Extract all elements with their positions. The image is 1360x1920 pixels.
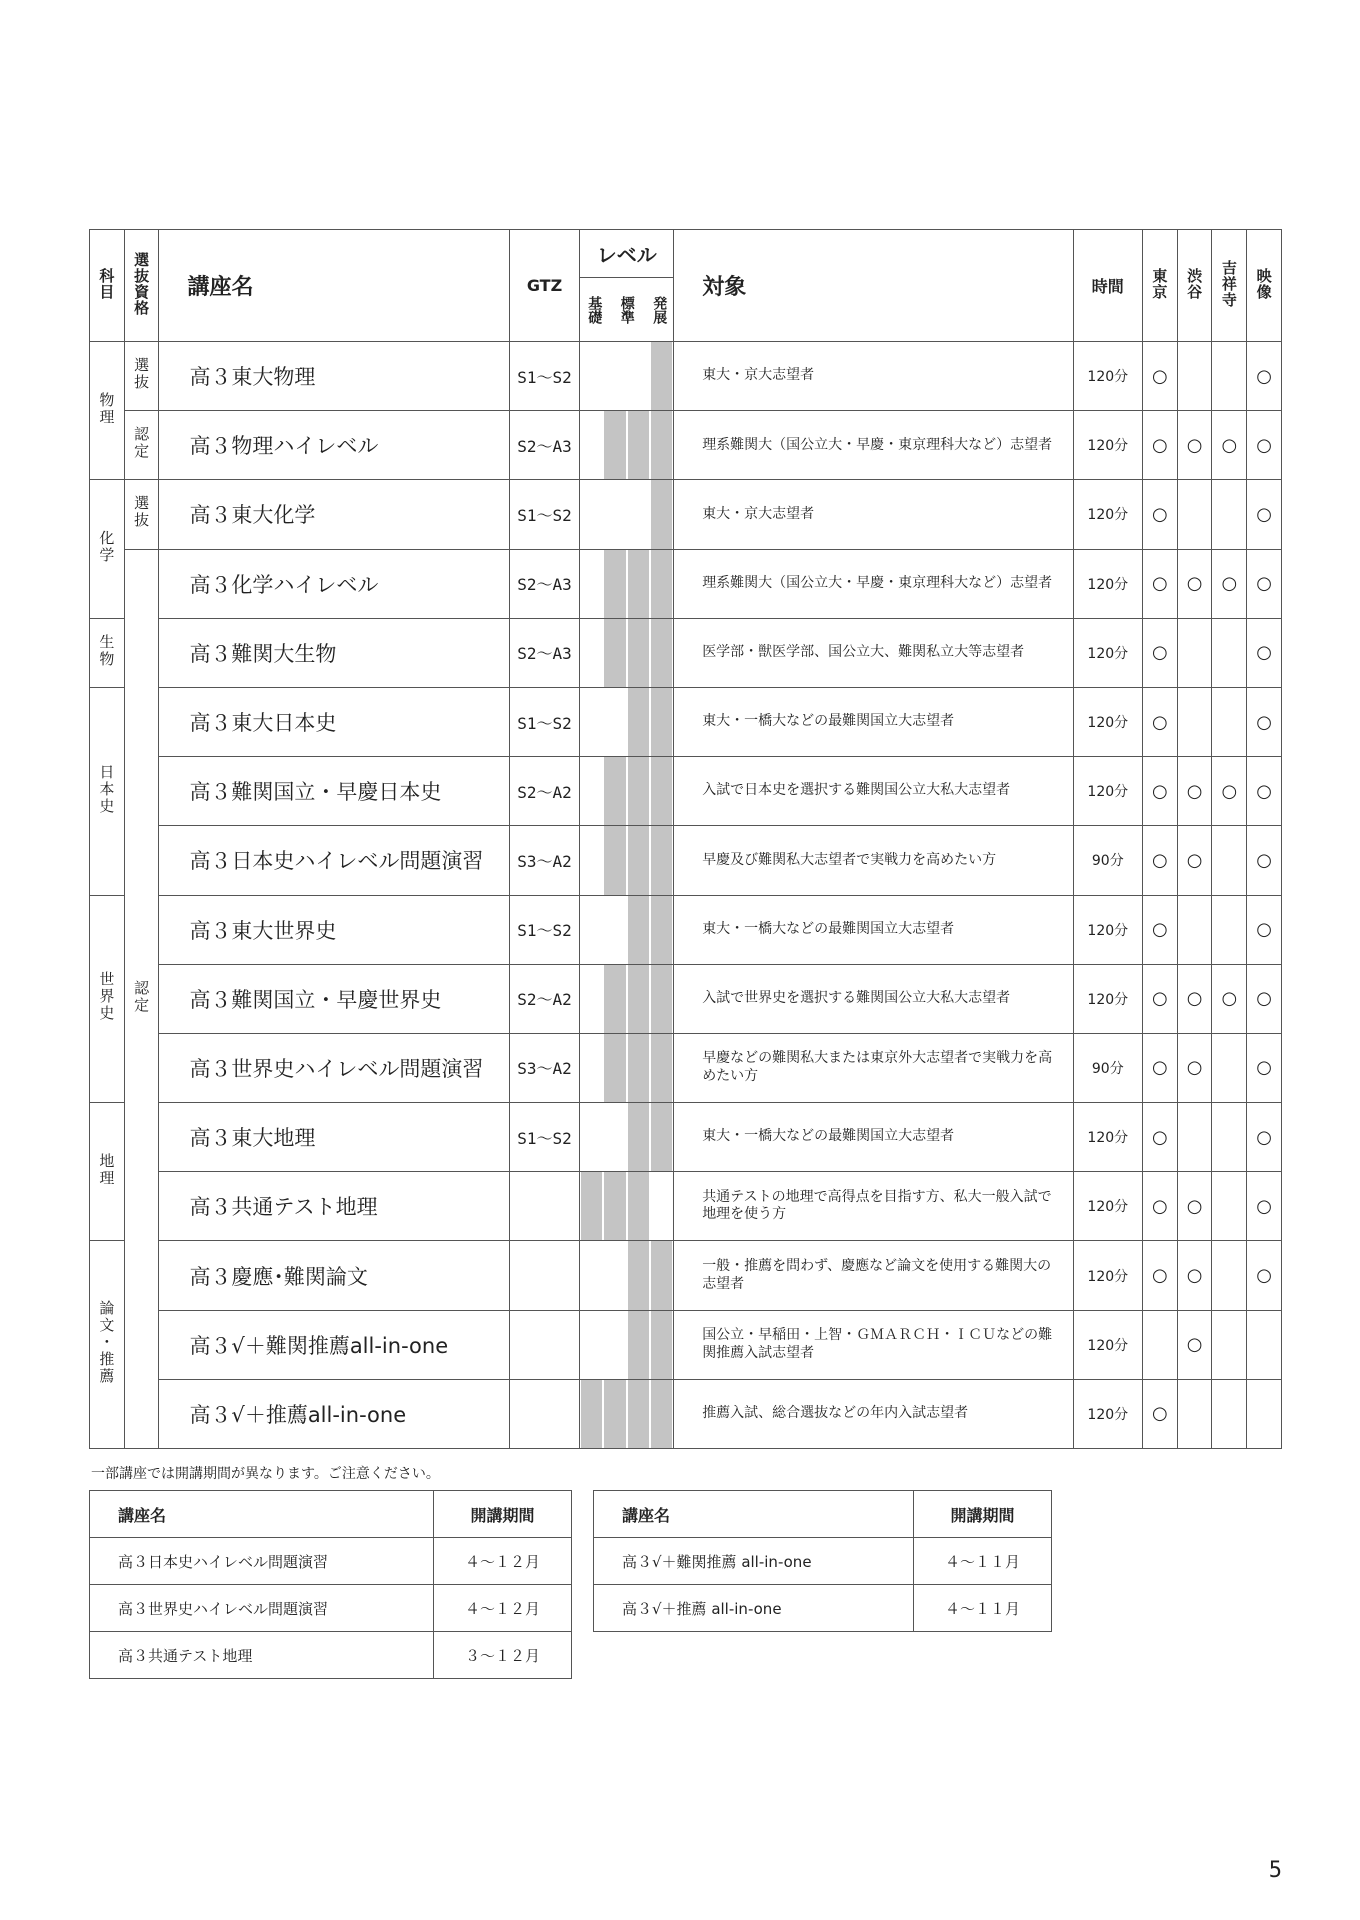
level-bar bbox=[580, 757, 603, 825]
header-time: 時間 bbox=[1073, 230, 1142, 342]
target-audience: 共通テストの地理で高得点を目指す方、私大一般入試で地理を使う方 bbox=[674, 1172, 1073, 1241]
class-time: 120分 bbox=[1073, 618, 1142, 687]
level-bar bbox=[627, 480, 650, 548]
level-bar bbox=[650, 342, 673, 410]
level-bar bbox=[580, 550, 603, 618]
campus-kichijoji-mark bbox=[1212, 1310, 1247, 1379]
campus-kichijoji-mark bbox=[1212, 826, 1247, 895]
level-bar bbox=[603, 342, 626, 410]
target-audience: 早慶及び難関私大志望者で実戦力を高めたい方 bbox=[674, 826, 1073, 895]
level-bar bbox=[603, 619, 626, 687]
level-bar bbox=[650, 1380, 673, 1448]
period-months: ４〜１２月 bbox=[434, 1538, 572, 1585]
video-mark: ○ bbox=[1247, 342, 1282, 411]
target-audience: 東大・一橋大などの最難関国立大志望者 bbox=[674, 687, 1073, 756]
level-bar bbox=[650, 965, 673, 1033]
header-shibuya: 渋谷 bbox=[1177, 230, 1212, 342]
level-bar bbox=[650, 1034, 673, 1102]
period-header-name: 講座名 bbox=[90, 1491, 434, 1538]
campus-tokyo-mark: ○ bbox=[1143, 687, 1178, 756]
period-header-name: 講座名 bbox=[594, 1491, 914, 1538]
campus-tokyo-mark: ○ bbox=[1143, 757, 1178, 826]
campus-shibuya-mark: ○ bbox=[1177, 757, 1212, 826]
qualification-cell: 選抜 bbox=[124, 342, 159, 411]
course-row bbox=[90, 411, 1282, 480]
class-time: 120分 bbox=[1073, 895, 1142, 964]
level-bar bbox=[603, 896, 626, 964]
period-course-name: 高３√＋推薦 all-in-one bbox=[594, 1585, 914, 1632]
level-bar bbox=[650, 896, 673, 964]
subject-cell: 生物 bbox=[90, 618, 125, 687]
course-name: 高３難関国立・早慶世界史 bbox=[159, 964, 509, 1033]
campus-tokyo-mark bbox=[1143, 1310, 1178, 1379]
video-mark: ○ bbox=[1247, 1033, 1282, 1102]
video-mark: ○ bbox=[1247, 964, 1282, 1033]
level-indicator bbox=[580, 1172, 674, 1241]
level-indicator bbox=[580, 411, 674, 480]
level-bar bbox=[627, 1172, 650, 1240]
class-time: 120分 bbox=[1073, 411, 1142, 480]
campus-kichijoji-mark: ○ bbox=[1212, 549, 1247, 618]
period-course-name: 高３日本史ハイレベル問題演習 bbox=[90, 1538, 434, 1585]
level-indicator bbox=[580, 342, 674, 411]
period-months: ３〜１２月 bbox=[434, 1632, 572, 1679]
level-indicator bbox=[580, 1241, 674, 1310]
level-bar bbox=[627, 1241, 650, 1309]
level-indicator bbox=[580, 964, 674, 1033]
course-row bbox=[90, 342, 1282, 411]
level-bar bbox=[627, 965, 650, 1033]
video-mark: ○ bbox=[1247, 549, 1282, 618]
campus-tokyo-mark: ○ bbox=[1143, 1379, 1178, 1448]
level-bar bbox=[580, 896, 603, 964]
period-row bbox=[90, 1538, 572, 1585]
level-bar bbox=[627, 342, 650, 410]
campus-kichijoji-mark bbox=[1212, 1103, 1247, 1172]
class-time: 120分 bbox=[1073, 1241, 1142, 1310]
level-bar bbox=[627, 896, 650, 964]
qualification-cell: 認定 bbox=[124, 549, 159, 1448]
level-bar bbox=[627, 1103, 650, 1171]
period-course-name: 高３√＋難関推薦 all-in-one bbox=[594, 1538, 914, 1585]
level-indicator bbox=[580, 1310, 674, 1379]
target-audience: 東大・京大志望者 bbox=[674, 342, 1073, 411]
level-bar bbox=[627, 1311, 650, 1379]
course-row bbox=[90, 757, 1282, 826]
gtz-range: S2〜A3 bbox=[509, 549, 579, 618]
course-row bbox=[90, 1379, 1282, 1448]
video-mark: ○ bbox=[1247, 480, 1282, 549]
course-row bbox=[90, 618, 1282, 687]
campus-tokyo-mark: ○ bbox=[1143, 895, 1178, 964]
target-audience: 医学部・獣医学部、国公立大、難関私立大等志望者 bbox=[674, 618, 1073, 687]
video-mark: ○ bbox=[1247, 895, 1282, 964]
course-row bbox=[90, 1241, 1282, 1310]
gtz-range: S2〜A3 bbox=[509, 618, 579, 687]
course-row bbox=[90, 1172, 1282, 1241]
campus-tokyo-mark: ○ bbox=[1143, 1103, 1178, 1172]
period-table-right bbox=[593, 1490, 1052, 1632]
period-months: ４〜１１月 bbox=[914, 1538, 1052, 1585]
level-bar bbox=[627, 1034, 650, 1102]
target-audience: 国公立・早稲田・上智・ＧＭＡＲＣＨ・ＩＣＵなどの難関推薦入試志望者 bbox=[674, 1310, 1073, 1379]
course-row bbox=[90, 687, 1282, 756]
video-mark: ○ bbox=[1247, 826, 1282, 895]
level-bar bbox=[627, 688, 650, 756]
class-time: 120分 bbox=[1073, 757, 1142, 826]
campus-tokyo-mark: ○ bbox=[1143, 411, 1178, 480]
campus-shibuya-mark: ○ bbox=[1177, 964, 1212, 1033]
level-bar bbox=[603, 1311, 626, 1379]
course-name: 高３慶應･難関論文 bbox=[159, 1241, 509, 1310]
level-bar bbox=[650, 826, 673, 894]
level-bar bbox=[603, 411, 626, 479]
course-name: 高３難関大生物 bbox=[159, 618, 509, 687]
qualification-cell: 選抜 bbox=[124, 480, 159, 549]
level-bar bbox=[580, 342, 603, 410]
level-bar bbox=[603, 757, 626, 825]
target-audience: 東大・一橋大などの最難関国立大志望者 bbox=[674, 1103, 1073, 1172]
campus-shibuya-mark: ○ bbox=[1177, 411, 1212, 480]
course-row bbox=[90, 1310, 1282, 1379]
level-bar bbox=[603, 688, 626, 756]
gtz-range: S1〜S2 bbox=[509, 895, 579, 964]
level-bar bbox=[650, 1172, 673, 1240]
campus-shibuya-mark: ○ bbox=[1177, 1033, 1212, 1102]
level-bar bbox=[580, 688, 603, 756]
subject-cell: 日本史 bbox=[90, 687, 125, 895]
level-bar bbox=[580, 826, 603, 894]
level-bar bbox=[603, 1172, 626, 1240]
campus-shibuya-mark bbox=[1177, 342, 1212, 411]
subject-cell: 地理 bbox=[90, 1103, 125, 1241]
level-bar bbox=[627, 411, 650, 479]
level-bar bbox=[627, 1380, 650, 1448]
campus-shibuya-mark bbox=[1177, 1379, 1212, 1448]
campus-shibuya-mark: ○ bbox=[1177, 1172, 1212, 1241]
header-course-name: 講座名 bbox=[159, 230, 509, 342]
class-time: 120分 bbox=[1073, 1379, 1142, 1448]
course-row bbox=[90, 549, 1282, 618]
period-course-name: 高３世界史ハイレベル問題演習 bbox=[90, 1585, 434, 1632]
level-bar bbox=[580, 480, 603, 548]
target-audience: 入試で日本史を選択する難関国公立大私大志望者 bbox=[674, 757, 1073, 826]
target-audience: 早慶などの難関私大または東京外大志望者で実戦力を高めたい方 bbox=[674, 1033, 1073, 1102]
class-time: 120分 bbox=[1073, 342, 1142, 411]
gtz-range bbox=[509, 1241, 579, 1310]
gtz-range: S1〜S2 bbox=[509, 480, 579, 549]
period-table-left bbox=[89, 1490, 572, 1679]
period-header-period: 開講期間 bbox=[914, 1491, 1052, 1538]
header-video: 映像 bbox=[1247, 230, 1282, 342]
campus-shibuya-mark bbox=[1177, 895, 1212, 964]
level-indicator bbox=[580, 480, 674, 549]
level-indicator bbox=[580, 1103, 674, 1172]
gtz-range: S3〜A2 bbox=[509, 1033, 579, 1102]
campus-kichijoji-mark bbox=[1212, 1172, 1247, 1241]
header-tokyo: 東京 bbox=[1143, 230, 1178, 342]
level-bar bbox=[650, 1241, 673, 1309]
period-months: ４〜１２月 bbox=[434, 1585, 572, 1632]
level-indicator bbox=[580, 618, 674, 687]
campus-shibuya-mark: ○ bbox=[1177, 549, 1212, 618]
video-mark bbox=[1247, 1310, 1282, 1379]
level-bar bbox=[580, 1241, 603, 1309]
gtz-range: S2〜A2 bbox=[509, 757, 579, 826]
level-bar bbox=[627, 826, 650, 894]
subject-cell: 論文・推薦 bbox=[90, 1241, 125, 1449]
gtz-range: S1〜S2 bbox=[509, 687, 579, 756]
campus-kichijoji-mark bbox=[1212, 342, 1247, 411]
video-mark: ○ bbox=[1247, 1103, 1282, 1172]
level-bar bbox=[603, 1380, 626, 1448]
campus-kichijoji-mark bbox=[1212, 480, 1247, 549]
level-bar bbox=[627, 757, 650, 825]
level-bar bbox=[580, 965, 603, 1033]
video-mark bbox=[1247, 1379, 1282, 1448]
course-name: 高３東大世界史 bbox=[159, 895, 509, 964]
period-row bbox=[594, 1538, 1052, 1585]
period-row bbox=[90, 1632, 572, 1679]
campus-tokyo-mark: ○ bbox=[1143, 342, 1178, 411]
video-mark: ○ bbox=[1247, 757, 1282, 826]
level-basic-label: 基礎 bbox=[586, 295, 603, 324]
campus-kichijoji-mark bbox=[1212, 895, 1247, 964]
course-name: 高３東大物理 bbox=[159, 342, 509, 411]
header-qualification: 選抜資格 bbox=[124, 230, 159, 342]
level-bar bbox=[650, 688, 673, 756]
level-bar bbox=[650, 411, 673, 479]
campus-shibuya-mark: ○ bbox=[1177, 1241, 1212, 1310]
campus-shibuya-mark bbox=[1177, 618, 1212, 687]
level-indicator bbox=[580, 1033, 674, 1102]
campus-shibuya-mark bbox=[1177, 687, 1212, 756]
campus-shibuya-mark: ○ bbox=[1177, 826, 1212, 895]
class-time: 120分 bbox=[1073, 480, 1142, 549]
gtz-range: S2〜A3 bbox=[509, 411, 579, 480]
course-name: 高３√＋推薦all-in-one bbox=[159, 1379, 509, 1448]
qualification-cell: 認定 bbox=[124, 411, 159, 480]
level-bar bbox=[580, 1172, 603, 1240]
period-header-row bbox=[90, 1491, 572, 1538]
campus-tokyo-mark: ○ bbox=[1143, 618, 1178, 687]
class-time: 90分 bbox=[1073, 1033, 1142, 1102]
campus-kichijoji-mark bbox=[1212, 1033, 1247, 1102]
header-target: 対象 bbox=[674, 230, 1073, 342]
campus-tokyo-mark: ○ bbox=[1143, 1033, 1178, 1102]
campus-kichijoji-mark bbox=[1212, 1379, 1247, 1448]
level-standard-label: 標準 bbox=[618, 295, 635, 324]
course-row bbox=[90, 1103, 1282, 1172]
level-indicator bbox=[580, 1379, 674, 1448]
header-gtz: GTZ bbox=[509, 230, 579, 342]
level-bar bbox=[580, 619, 603, 687]
level-bar bbox=[650, 550, 673, 618]
level-indicator bbox=[580, 895, 674, 964]
course-name: 高３東大化学 bbox=[159, 480, 509, 549]
subject-cell: 物理 bbox=[90, 342, 125, 480]
level-bar bbox=[580, 1034, 603, 1102]
level-bar bbox=[580, 1103, 603, 1171]
course-name: 高３東大日本史 bbox=[159, 687, 509, 756]
course-row bbox=[90, 826, 1282, 895]
class-time: 120分 bbox=[1073, 1172, 1142, 1241]
course-name: 高３日本史ハイレベル問題演習 bbox=[159, 826, 509, 895]
header-kichijoji: 吉祥寺 bbox=[1212, 230, 1247, 342]
subject-cell: 化学 bbox=[90, 480, 125, 618]
campus-tokyo-mark: ○ bbox=[1143, 826, 1178, 895]
level-bar bbox=[627, 619, 650, 687]
level-bar bbox=[603, 826, 626, 894]
level-bar bbox=[603, 480, 626, 548]
campus-kichijoji-mark: ○ bbox=[1212, 757, 1247, 826]
level-bar bbox=[650, 1311, 673, 1379]
level-bar bbox=[603, 1241, 626, 1309]
campus-tokyo-mark: ○ bbox=[1143, 1241, 1178, 1310]
period-header-period: 開講期間 bbox=[434, 1491, 572, 1538]
level-bar bbox=[603, 1034, 626, 1102]
campus-shibuya-mark bbox=[1177, 1103, 1212, 1172]
campus-kichijoji-mark: ○ bbox=[1212, 411, 1247, 480]
course-row bbox=[90, 480, 1282, 549]
class-time: 120分 bbox=[1073, 964, 1142, 1033]
campus-tokyo-mark: ○ bbox=[1143, 1172, 1178, 1241]
gtz-range bbox=[509, 1172, 579, 1241]
period-note: 一部講座では開講期間が異なります。ご注意ください。 bbox=[91, 1466, 440, 1482]
level-bar bbox=[603, 965, 626, 1033]
period-row bbox=[90, 1585, 572, 1632]
course-name: 高３世界史ハイレベル問題演習 bbox=[159, 1033, 509, 1102]
level-indicator bbox=[580, 687, 674, 756]
level-bar bbox=[603, 1103, 626, 1171]
level-bar bbox=[603, 550, 626, 618]
page-number: 5 bbox=[1268, 1858, 1282, 1883]
level-indicator bbox=[580, 826, 674, 895]
target-audience: 東大・京大志望者 bbox=[674, 480, 1073, 549]
level-bar bbox=[580, 1380, 603, 1448]
course-name: 高３化学ハイレベル bbox=[159, 549, 509, 618]
target-audience: 入試で世界史を選択する難関国公立大私大志望者 bbox=[674, 964, 1073, 1033]
level-bar bbox=[580, 411, 603, 479]
header-level: レベル bbox=[580, 230, 674, 278]
campus-shibuya-mark bbox=[1177, 480, 1212, 549]
campus-kichijoji-mark bbox=[1212, 618, 1247, 687]
level-bar bbox=[650, 619, 673, 687]
video-mark: ○ bbox=[1247, 411, 1282, 480]
target-audience: 東大・一橋大などの最難関国立大志望者 bbox=[674, 895, 1073, 964]
class-time: 120分 bbox=[1073, 549, 1142, 618]
campus-shibuya-mark: ○ bbox=[1177, 1310, 1212, 1379]
video-mark: ○ bbox=[1247, 1172, 1282, 1241]
campus-tokyo-mark: ○ bbox=[1143, 480, 1178, 549]
gtz-range bbox=[509, 1310, 579, 1379]
course-name: 高３東大地理 bbox=[159, 1103, 509, 1172]
gtz-range: S1〜S2 bbox=[509, 342, 579, 411]
gtz-range: S1〜S2 bbox=[509, 1103, 579, 1172]
course-row bbox=[90, 895, 1282, 964]
subject-cell: 世界史 bbox=[90, 895, 125, 1103]
level-bar bbox=[627, 550, 650, 618]
course-name: 高３√＋難関推薦all-in-one bbox=[159, 1310, 509, 1379]
header-subject: 科目 bbox=[90, 230, 125, 342]
course-name: 高３物理ハイレベル bbox=[159, 411, 509, 480]
period-months: ４〜１１月 bbox=[914, 1585, 1052, 1632]
campus-tokyo-mark: ○ bbox=[1143, 964, 1178, 1033]
class-time: 120分 bbox=[1073, 1103, 1142, 1172]
class-time: 120分 bbox=[1073, 687, 1142, 756]
level-bar bbox=[580, 1311, 603, 1379]
video-mark: ○ bbox=[1247, 1241, 1282, 1310]
level-indicator bbox=[580, 549, 674, 618]
target-audience: 理系難関大（国公立大・早慶・東京理科大など）志望者 bbox=[674, 549, 1073, 618]
header-level-sub bbox=[580, 278, 674, 342]
period-course-name: 高３共通テスト地理 bbox=[90, 1632, 434, 1679]
level-advanced-label: 発展 bbox=[651, 295, 668, 324]
gtz-range bbox=[509, 1379, 579, 1448]
level-bar bbox=[650, 757, 673, 825]
course-name: 高３共通テスト地理 bbox=[159, 1172, 509, 1241]
target-audience: 推薦入試、総合選抜などの年内入試志望者 bbox=[674, 1379, 1073, 1448]
course-row bbox=[90, 1033, 1282, 1102]
campus-tokyo-mark: ○ bbox=[1143, 549, 1178, 618]
period-row bbox=[594, 1585, 1052, 1632]
campus-kichijoji-mark bbox=[1212, 687, 1247, 756]
video-mark: ○ bbox=[1247, 687, 1282, 756]
level-bar bbox=[650, 1103, 673, 1171]
period-header-row bbox=[594, 1491, 1052, 1538]
course-table bbox=[89, 229, 1282, 1449]
gtz-range: S2〜A2 bbox=[509, 964, 579, 1033]
course-name: 高３難関国立・早慶日本史 bbox=[159, 757, 509, 826]
level-bar bbox=[650, 480, 673, 548]
level-indicator bbox=[580, 757, 674, 826]
campus-kichijoji-mark bbox=[1212, 1241, 1247, 1310]
target-audience: 理系難関大（国公立大・早慶・東京理科大など）志望者 bbox=[674, 411, 1073, 480]
class-time: 120分 bbox=[1073, 1310, 1142, 1379]
campus-kichijoji-mark: ○ bbox=[1212, 964, 1247, 1033]
video-mark: ○ bbox=[1247, 618, 1282, 687]
class-time: 90分 bbox=[1073, 826, 1142, 895]
target-audience: 一般・推薦を問わず、慶應など論文を使用する難関大の志望者 bbox=[674, 1241, 1073, 1310]
course-row bbox=[90, 964, 1282, 1033]
gtz-range: S3〜A2 bbox=[509, 826, 579, 895]
